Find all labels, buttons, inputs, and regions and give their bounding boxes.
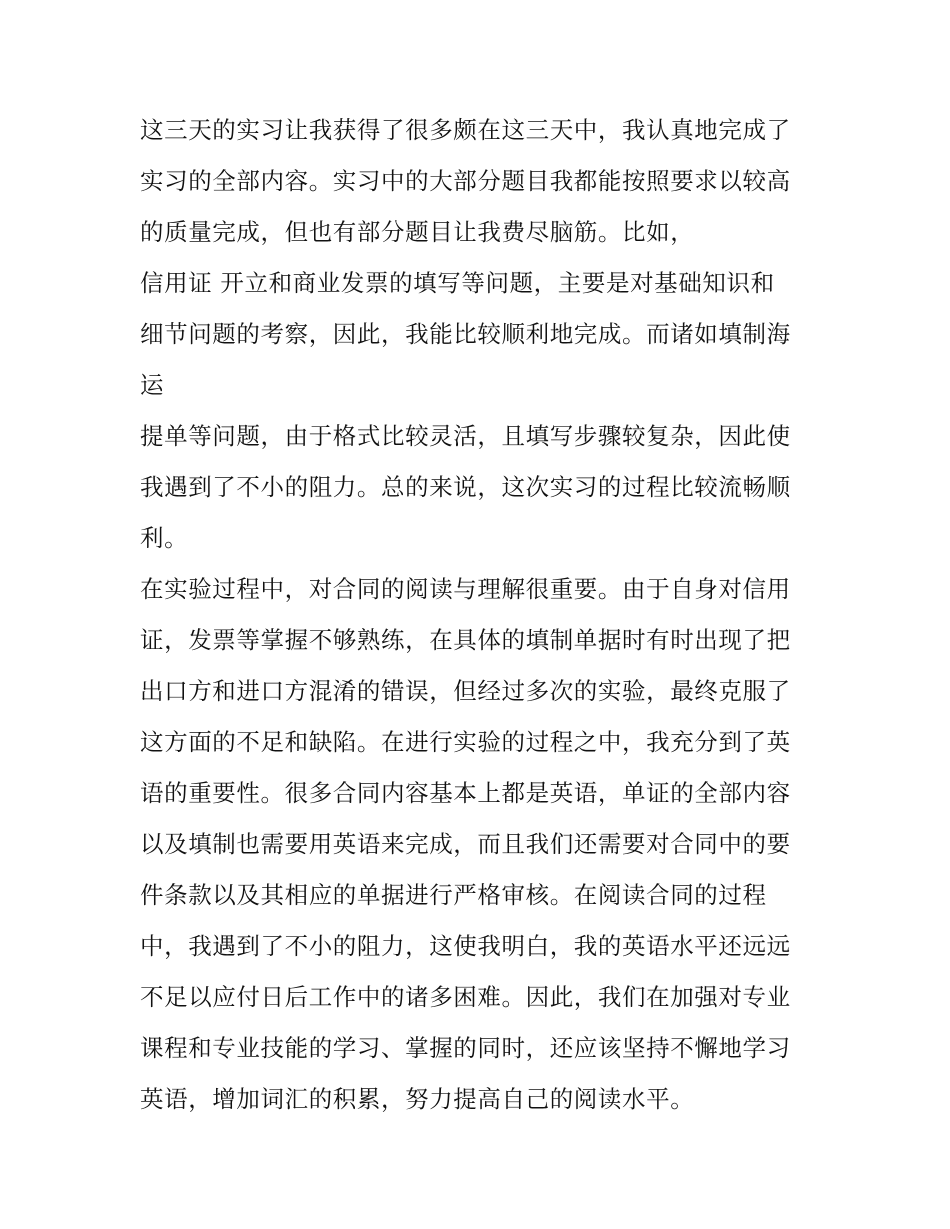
text-line: 这方面的不足和缺陷。在进行实验的过程之中，我充分到了英 bbox=[140, 728, 791, 756]
text-line: 件条款以及其相应的单据进行严格审核。在阅读合同的过程 bbox=[140, 881, 767, 909]
text-line: 出口方和进口方混淆的错误，但经过多次的实验，最终克服了 bbox=[140, 677, 791, 705]
text-line: 不足以应付日后工作中的诸多困难。因此，我们在加强对专业 bbox=[140, 983, 791, 1011]
text-line: 以及填制也需要用英语来完成，而且我们还需要对合同中的要 bbox=[140, 830, 791, 858]
text-line: 课程和专业技能的学习、掌握的同时，还应该坚持不懈地学习 bbox=[140, 1034, 791, 1062]
text-line: 信用证 开立和商业发票的填写等问题，主要是对基础知识和 bbox=[140, 269, 775, 297]
text-line: 英语，增加词汇的积累，努力提高自己的阅读水平。 bbox=[140, 1085, 695, 1113]
text-line: 语的重要性。很多合同内容基本上都是英语，单证的全部内容 bbox=[140, 779, 791, 807]
text-line: 运 bbox=[140, 371, 165, 399]
text-line: 证，发票等掌握不够熟练，在具体的填制单据时有时出现了把 bbox=[140, 626, 791, 654]
text-line: 中，我遇到了不小的阻力，这使我明白，我的英语水平还远远 bbox=[140, 932, 791, 960]
text-line: 细节问题的考察，因此，我能比较顺利地完成。而诸如填制海 bbox=[140, 320, 791, 348]
text-line: 实习的全部内容。实习中的大部分题目我都能按照要求以较高 bbox=[140, 167, 791, 195]
text-line: 利。 bbox=[140, 524, 189, 552]
text-line: 的质量完成，但也有部分题目让我费尽脑筋。比如， bbox=[140, 218, 695, 246]
document-body bbox=[140, 108, 830, 1128]
text-line: 在实验过程中，对合同的阅读与理解很重要。由于自身对信用 bbox=[140, 575, 791, 603]
text-line: 我遇到了不小的阻力。总的来说，这次实习的过程比较流畅顺 bbox=[140, 473, 791, 501]
text-line: 提单等问题，由于格式比较灵活，且填写步骤较复杂，因此使 bbox=[140, 422, 791, 450]
text-line: 这三天的实习让我获得了很多颇在这三天中，我认真地完成了 bbox=[140, 116, 791, 144]
